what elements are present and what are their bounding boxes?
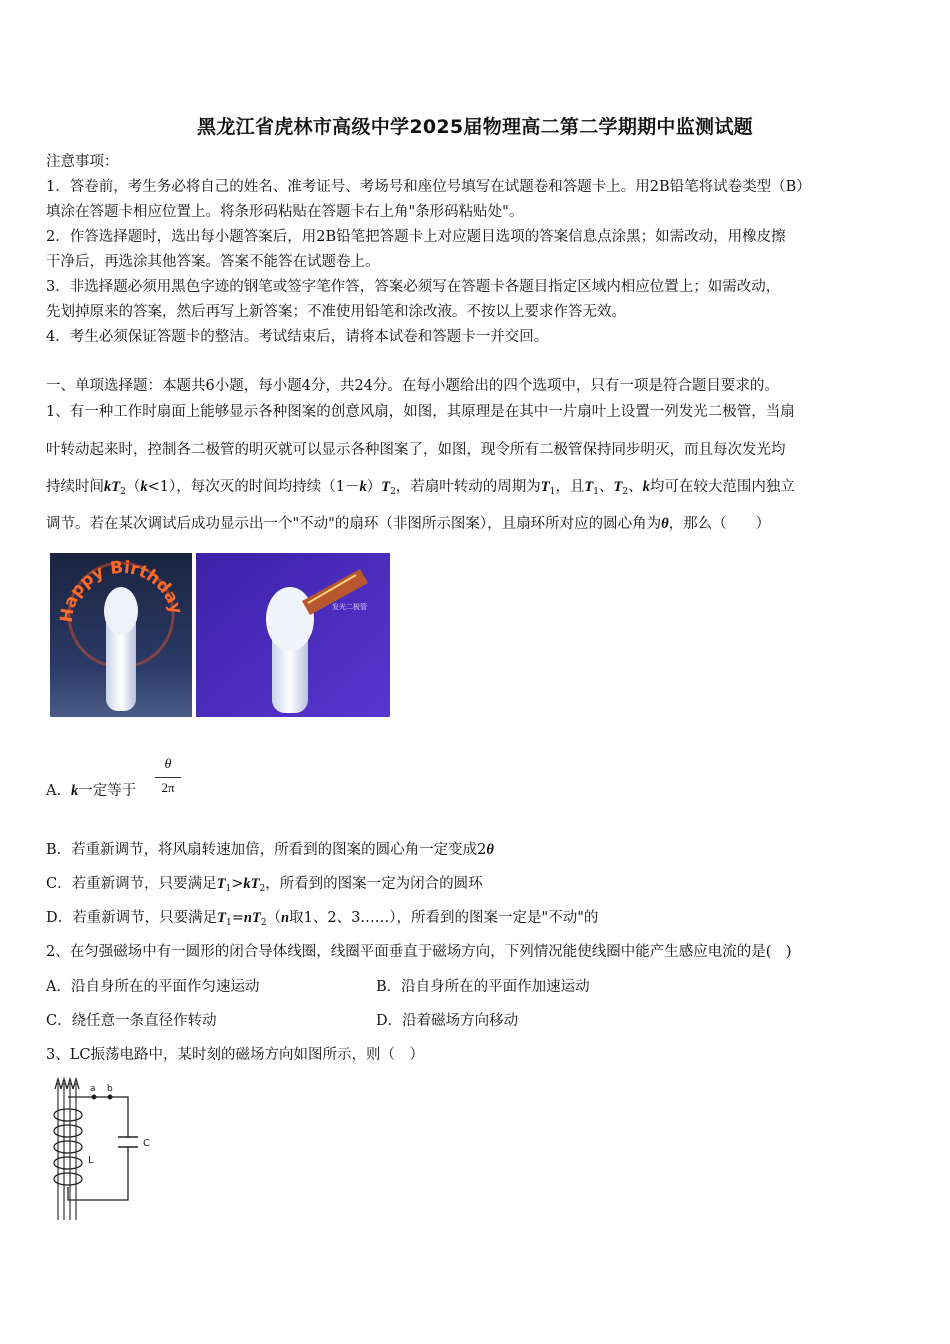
q1-stem-line: 1、有一种工作时扇面上能够显示各种图案的创意风扇，如图，其原理是在其中一片扇叶上设置一列发光二极管，当扇: [46, 404, 795, 420]
fraction-theta-2pi: θ 2π: [155, 757, 181, 796]
lc-circuit-diagram: [40, 1075, 170, 1225]
q2-option-b[interactable]: B．沿自身所在的平面作加速运动: [376, 979, 590, 995]
q1-stem-line: 持续时间$kT_2(k<1)$，每次灭的时间均持续$(1-k)T_2$，若扇叶转动的周期为$T_1$，且$T_1$、$T_2$、k均可在较大范围内独立: [46, 479, 795, 497]
q1-option-b[interactable]: B．若重新调节，将风扇转速加倍，所看到的图案的圆心角一定变成2θ: [46, 842, 494, 858]
fan-photos: [50, 553, 390, 717]
field-arrows: [55, 1079, 79, 1089]
fan-head-right: [266, 587, 314, 651]
page-title: 黑龙江省虎林市高级中学2025届物理高二第二学期期中监测试题: [197, 116, 753, 138]
q2-option-a[interactable]: A．沿自身所在的平面作匀速运动: [46, 979, 260, 995]
notice-line: 1．答卷前，考生务必将自己的姓名、准考证号、考场号和座位号填写在试题卷和答题卡上。用2B铅笔将试卷类型（B）: [46, 179, 811, 195]
q1-stem-line: 调节。若在某次调试后成功显示出一个"不动"的扇环（非图所示图案），且扇环所对应的圆心角为θ，那么（ ）: [46, 516, 771, 532]
section-heading: 一、单项选择题：本题共6小题，每小题4分，共24分。在每小题给出的四个选项中，只有一项是符合题目要求的。: [46, 378, 779, 394]
node-b: [108, 1095, 112, 1099]
circuit-wires: [68, 1097, 128, 1200]
led-text: Happy Birthday: [56, 557, 187, 624]
node-a: [92, 1095, 96, 1099]
notice-line: 2．作答选择题时，选出每小题答案后，用2B铅笔把答题卡上对应题目选项的答案信息点涂黑；如需改动，用橡皮擦: [46, 229, 786, 245]
notice-line: 干净后，再选涂其他答案。答案不能答在试题卷上。: [46, 254, 380, 270]
notice-line: 3．非选择题必须用黑色字迹的钢笔或签字笔作答，答案必须写在答题卡各题目指定区域内相应位置上；如需改动，: [46, 279, 781, 295]
notice-line: 先划掉原来的答案，然后再写上新答案；不准使用铅笔和涂改液。不按以上要求作答无效。: [46, 304, 626, 320]
notice-line: 填涂在答题卡相应位置上。将条形码粘贴在答题卡右上角"条形码粘贴处"。: [46, 204, 524, 220]
notice-line: 4．考生必须保证答题卡的整洁。考试结束后，请将本试卷和答题卡一并交回。: [46, 329, 549, 345]
capacitor-plates: [118, 1137, 138, 1147]
q1-option-a[interactable]: A．k一定等于: [46, 783, 137, 799]
label-L: L: [88, 1155, 94, 1166]
label-C: C: [143, 1138, 150, 1149]
q1-option-c[interactable]: C．若重新调节，只要满足$T_1>kT_2$，所看到的图案一定为闭合的圆环: [46, 876, 483, 894]
label-b: b: [107, 1084, 113, 1094]
q2-option-c[interactable]: C．绕任意一条直径作转动: [46, 1013, 217, 1029]
q3-stem: 3、LC振荡电路中，某时刻的磁场方向如图所示，则（ ）: [46, 1047, 424, 1063]
q2-stem: 2、在匀强磁场中有一圆形的闭合导体线圈，线圈平面垂直于磁场方向，下列情况能使线圈中能产生感应电流的是( ): [46, 944, 792, 960]
q2-option-d[interactable]: D．沿着磁场方向移动: [376, 1013, 519, 1029]
fan-head-left: [104, 587, 138, 635]
label-a: a: [90, 1084, 96, 1094]
notice-heading: 注意事项：: [46, 154, 119, 170]
q1-stem-line: 叶转动起来时，控制各二极管的明灭就可以显示各种图案了，如图，现令所有二极管保持同步明灭，而且每次发光均: [46, 442, 786, 458]
led-label: 发光二极管: [332, 603, 367, 611]
q1-option-d[interactable]: D．若重新调节，只要满足$T_1=nT_2(n$取1、2、3……），所看到的图案一定是"不动"的: [46, 910, 599, 928]
